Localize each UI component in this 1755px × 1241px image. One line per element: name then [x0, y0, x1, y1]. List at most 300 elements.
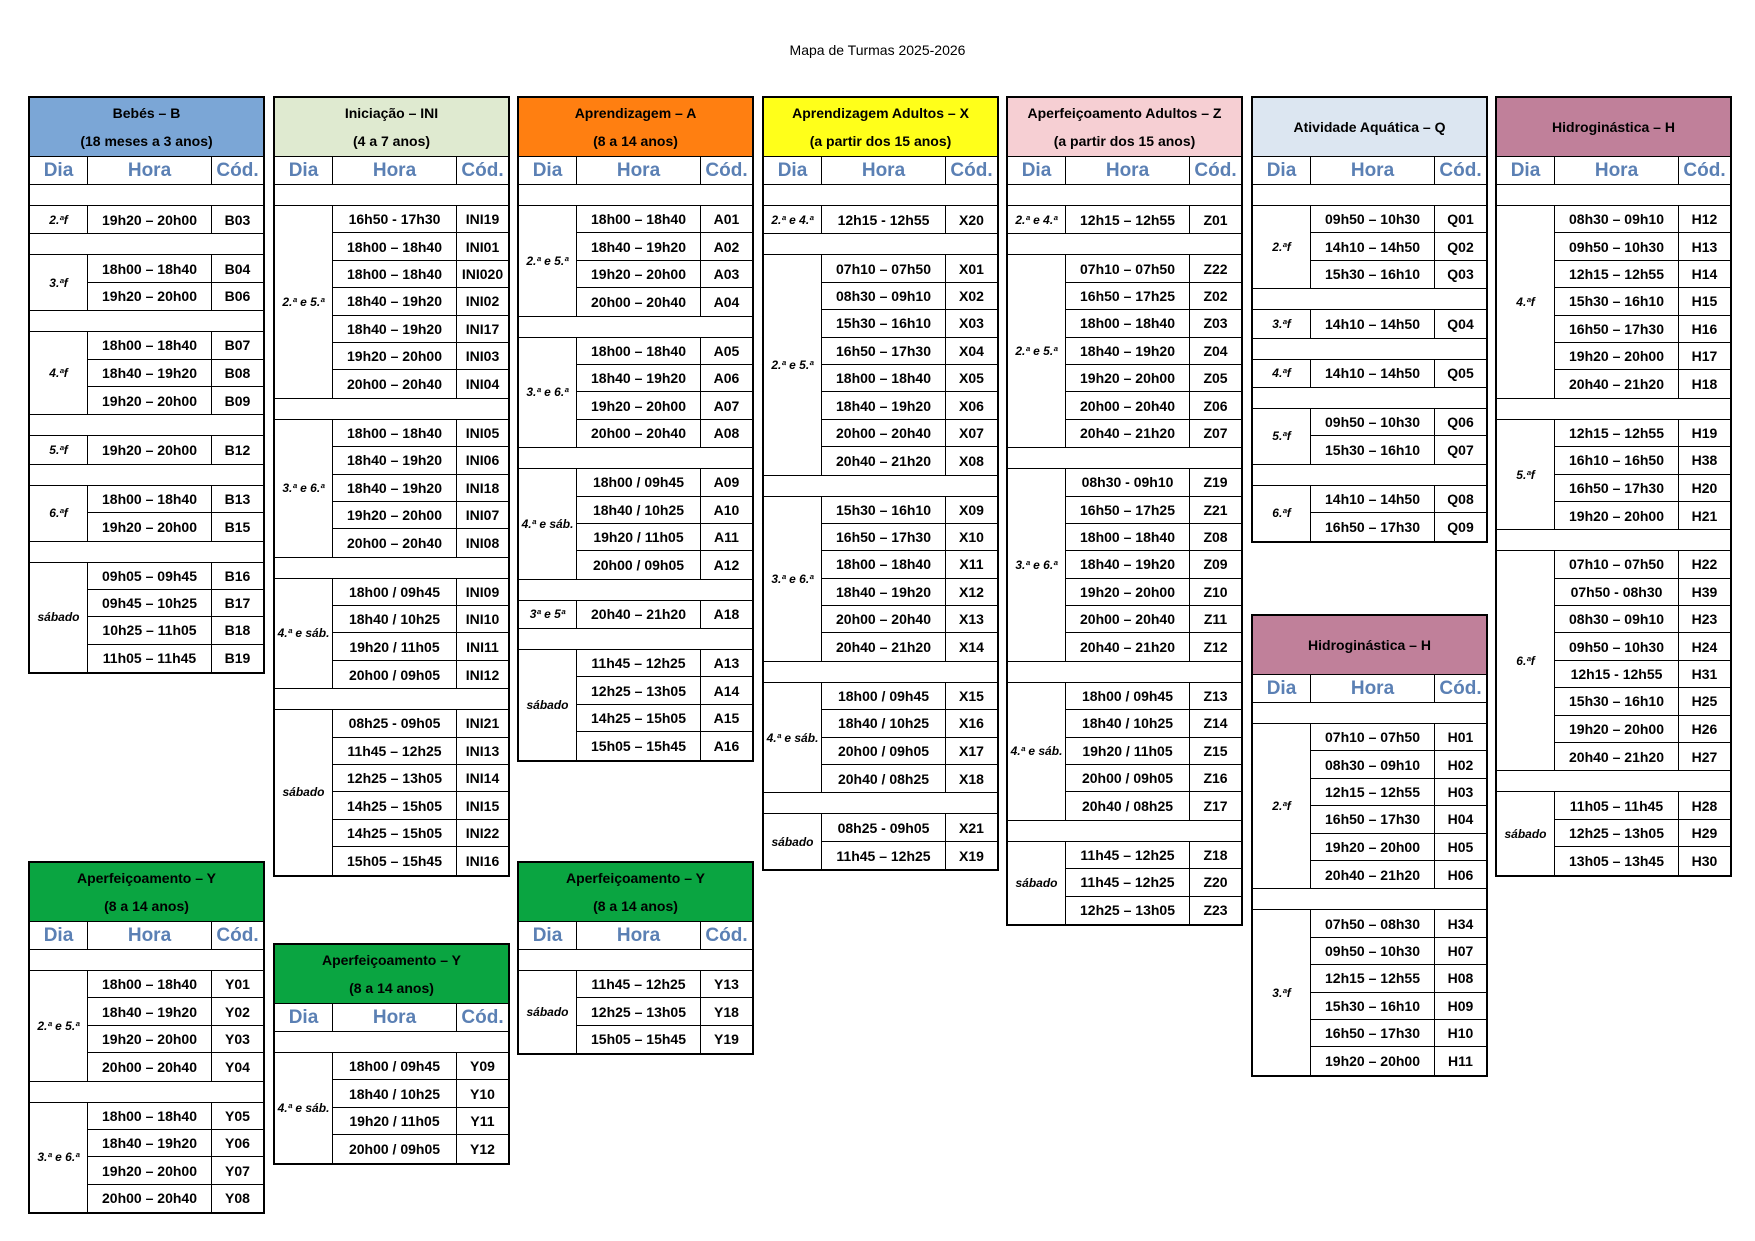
column-header-code: Cód.: [216, 159, 259, 181]
day-label: 5.ªf: [1497, 420, 1555, 530]
column-header-row: [1253, 157, 1486, 185]
table-title: Aprendizagem – A: [574, 105, 697, 121]
class-time: 20h00 – 20h40: [1066, 392, 1190, 418]
class-time: 18h40 – 19h20: [88, 1130, 212, 1156]
class-code: Z21: [1203, 501, 1228, 518]
column-header-day: Dia: [519, 157, 577, 184]
day-label: 3.ª e 6.ª: [275, 420, 333, 557]
class-code: H19: [1691, 424, 1718, 441]
table-row: [88, 563, 263, 590]
table-row: [822, 683, 997, 710]
class-code: Y01: [225, 976, 250, 993]
class-code: X20: [959, 211, 984, 228]
table-header: [1253, 98, 1486, 157]
row-spacer: [1497, 399, 1730, 420]
day-group: [519, 206, 752, 317]
table-aperfeicoamento-2: [273, 943, 510, 1165]
table-row: [1311, 1047, 1486, 1074]
table-row: [333, 420, 508, 447]
table-row: [333, 502, 508, 529]
group-rows: [88, 255, 263, 310]
class-time: 12h25 – 13h05: [1555, 820, 1679, 846]
day-group: [1253, 724, 1486, 889]
table-header: [1253, 616, 1486, 675]
column-header-row: [1008, 157, 1241, 185]
table-row: [1311, 409, 1486, 436]
day-label: 3.ª e 6.ª: [519, 338, 577, 448]
class-time: 09h45 – 10h25: [88, 590, 212, 616]
table-row: [1311, 486, 1486, 513]
class-time: 18h40 – 19h20: [822, 392, 946, 418]
class-code: INI05: [465, 424, 500, 441]
class-time: 18h00 – 18h40: [333, 233, 457, 259]
class-code: Z08: [1203, 529, 1228, 546]
table-row: [822, 255, 997, 282]
table-row: [88, 1130, 263, 1157]
table-row: [577, 601, 752, 628]
class-code: X05: [959, 370, 984, 387]
row-spacer: [1497, 530, 1730, 551]
class-code: B18: [224, 622, 251, 639]
class-code: Y08: [225, 1190, 250, 1207]
class-code: H07: [1447, 942, 1474, 959]
class-code: X09: [959, 501, 984, 518]
column-header-day: Dia: [1008, 157, 1066, 184]
class-time: 20h40 – 21h20: [822, 633, 946, 660]
group-rows: [577, 971, 752, 1053]
day-group: [30, 971, 263, 1082]
table-header: [1497, 98, 1730, 157]
class-code: A07: [713, 397, 740, 414]
class-code: X16: [959, 715, 984, 732]
group-rows: [822, 206, 997, 233]
table-bebes: [28, 96, 265, 674]
table-row: [1066, 683, 1241, 710]
table-row: [577, 524, 752, 551]
row-spacer: [519, 317, 752, 338]
table-row: [577, 206, 752, 233]
class-code: INI14: [465, 770, 500, 787]
table-row: [1555, 370, 1730, 397]
class-time: 19h20 – 20h00: [1555, 716, 1679, 742]
class-code: H34: [1447, 915, 1474, 932]
table-row: [1066, 869, 1241, 896]
class-code: Q05: [1447, 365, 1474, 382]
class-code: H16: [1691, 320, 1718, 337]
column-header-time: Hora: [1555, 157, 1679, 184]
class-code: INI04: [465, 376, 500, 393]
class-code: H03: [1447, 783, 1474, 800]
class-code: INI11: [466, 638, 499, 655]
table-row: [1311, 910, 1486, 937]
class-code: H22: [1691, 556, 1718, 573]
class-time: 20h00 – 20h40: [88, 1053, 212, 1080]
table-row: [333, 579, 508, 606]
class-code: Q06: [1447, 414, 1474, 431]
table-row: [822, 814, 997, 841]
group-rows: [88, 971, 263, 1081]
table-row: [88, 360, 263, 387]
class-time: 19h20 / 11h05: [333, 1108, 457, 1134]
class-time: 20h40 – 21h20: [577, 601, 701, 628]
class-time: 15h30 – 16h10: [822, 310, 946, 336]
class-time: 19h20 – 20h00: [88, 387, 212, 414]
table-row: [1066, 897, 1241, 924]
class-time: 19h20 / 11h05: [1066, 738, 1190, 764]
table-header: [275, 98, 508, 157]
class-code: A08: [713, 425, 740, 442]
group-rows: [1311, 724, 1486, 888]
class-time: 20h40 – 21h20: [1311, 861, 1435, 888]
day-group: [1497, 206, 1730, 399]
group-rows: [577, 650, 752, 760]
class-code: X06: [959, 397, 984, 414]
class-code: A15: [713, 710, 740, 727]
day-label: sábado: [1497, 792, 1555, 874]
class-code: Z17: [1203, 798, 1228, 815]
row-spacer: [1008, 185, 1241, 206]
day-group: [764, 206, 997, 234]
column-header-time: Hora: [1311, 675, 1435, 702]
group-rows: [88, 486, 263, 541]
class-code: A01: [713, 211, 740, 228]
table-row: [1311, 751, 1486, 778]
class-time: 15h05 – 15h45: [577, 1026, 701, 1053]
table-header: [764, 98, 997, 157]
day-label: 4.ªf: [1497, 206, 1555, 398]
group-rows: [577, 338, 752, 448]
table-row: [1555, 288, 1730, 315]
row-spacer: [1253, 339, 1486, 360]
table-row: [333, 370, 508, 397]
day-group: [764, 497, 997, 662]
column-header-code: Cód.: [705, 159, 748, 181]
table-row: [577, 497, 752, 524]
class-time: 12h15 - 12h55: [822, 206, 946, 233]
class-code: Z20: [1203, 874, 1228, 891]
table-row: [822, 579, 997, 606]
day-label: 4.ªf: [1253, 360, 1311, 387]
class-code: INI13: [465, 742, 500, 759]
class-time: 20h00 – 20h40: [822, 420, 946, 446]
day-label: sábado: [764, 814, 822, 869]
day-label: 2.ªf: [1253, 206, 1311, 288]
class-time: 08h30 – 09h10: [1311, 751, 1435, 777]
table-row: [88, 971, 263, 998]
table-row: [1311, 993, 1486, 1020]
column-header-day: Dia: [764, 157, 822, 184]
class-time: 16h50 - 17h30: [333, 206, 457, 232]
group-rows: [1311, 910, 1486, 1074]
table-row: [88, 1053, 263, 1080]
table-row: [1311, 261, 1486, 288]
class-code: X07: [959, 424, 984, 441]
day-group: [1497, 792, 1730, 874]
class-time: 14h10 – 14h50: [1311, 360, 1435, 387]
class-time: 20h40 – 21h20: [822, 447, 946, 474]
day-label: 3.ªf: [1253, 310, 1311, 337]
class-time: 19h20 – 20h00: [1555, 343, 1679, 369]
table-row: [1555, 475, 1730, 502]
table-row: [822, 283, 997, 310]
class-code: X15: [959, 688, 984, 705]
day-label: 4.ª e sáb.: [275, 1053, 333, 1163]
table-row: [822, 551, 997, 578]
day-label: 2.ª e 5.ª: [764, 255, 822, 474]
table-row: [1555, 820, 1730, 847]
group-rows: [822, 255, 997, 474]
class-time: 13h05 – 13h45: [1555, 847, 1679, 874]
table-row: [88, 590, 263, 617]
row-spacer: [1253, 289, 1486, 310]
table-row: [1555, 343, 1730, 370]
class-time: 18h00 / 09h45: [1066, 683, 1190, 709]
table-row: [1555, 716, 1730, 743]
class-time: 18h00 / 09h45: [577, 469, 701, 495]
column-header-row: [519, 157, 752, 185]
class-code: INI19: [465, 211, 500, 228]
day-label: 6.ªf: [1253, 486, 1311, 541]
table-header: [519, 98, 752, 157]
group-rows: [333, 206, 508, 398]
class-time: 12h25 – 13h05: [1066, 897, 1190, 924]
class-code: X11: [959, 556, 984, 573]
class-time: 10h25 – 11h05: [88, 617, 212, 643]
day-group: [1497, 420, 1730, 531]
day-group: [30, 436, 263, 464]
class-code: B07: [224, 337, 251, 354]
day-group: [1008, 206, 1241, 234]
class-code: A03: [713, 265, 740, 282]
class-code: Y09: [470, 1058, 495, 1075]
table-row: [822, 524, 997, 551]
column-header-time: Hora: [88, 157, 212, 184]
group-rows: [333, 420, 508, 557]
class-time: 18h40 / 10h25: [577, 497, 701, 523]
class-time: 19h20 – 20h00: [1311, 1047, 1435, 1074]
class-time: 18h00 / 09h45: [822, 683, 946, 709]
class-time: 14h10 – 14h50: [1311, 310, 1435, 337]
table-row: [1066, 633, 1241, 660]
day-group: [519, 650, 752, 760]
table-iniciacao: [273, 96, 510, 877]
table-row: [822, 633, 997, 660]
class-time: 19h20 – 20h00: [333, 502, 457, 528]
class-time: 18h00 – 18h40: [333, 261, 457, 287]
class-code: Z13: [1203, 688, 1228, 705]
table-row: [1555, 206, 1730, 233]
table-row: [1311, 834, 1486, 861]
table-row: [333, 288, 508, 315]
class-code: X21: [959, 819, 984, 836]
class-time: 08h25 - 09h05: [822, 814, 946, 840]
row-spacer: [1253, 388, 1486, 409]
table-row: [1066, 524, 1241, 551]
class-code: H24: [1691, 638, 1718, 655]
class-time: 16h50 – 17h30: [822, 338, 946, 364]
day-label: sábado: [30, 563, 88, 673]
column-header-row: [764, 157, 997, 185]
class-time: 20h00 – 20h40: [822, 606, 946, 632]
day-group: [1253, 360, 1486, 388]
class-time: 19h20 – 20h00: [88, 283, 212, 310]
table-row: [577, 971, 752, 998]
class-time: 12h15 – 12h55: [1066, 206, 1190, 233]
day-group: [30, 206, 263, 234]
table-row: [577, 233, 752, 260]
class-time: 18h00 – 18h40: [88, 1103, 212, 1129]
class-time: 20h00 / 09h05: [1066, 765, 1190, 791]
class-time: 18h40 – 19h20: [577, 365, 701, 391]
class-code: H27: [1691, 748, 1718, 765]
table-row: [577, 261, 752, 288]
class-time: 18h00 / 09h45: [333, 1053, 457, 1079]
table-aprendizagem: [517, 96, 754, 762]
day-group: [275, 420, 508, 558]
group-rows: [577, 601, 752, 628]
row-spacer: [1253, 703, 1486, 724]
table-header: [1008, 98, 1241, 157]
class-code: INI01: [465, 238, 500, 255]
table-row: [333, 447, 508, 474]
class-time: 20h00 / 09h05: [577, 551, 701, 578]
table-row: [822, 338, 997, 365]
class-code: Z23: [1203, 902, 1228, 919]
class-time: 11h45 – 12h25: [577, 971, 701, 997]
page-title: Mapa de Turmas 2025-2026: [789, 42, 966, 58]
day-group: [1008, 842, 1241, 924]
day-group: [1253, 310, 1486, 338]
table-row: [88, 1103, 263, 1130]
group-rows: [1311, 486, 1486, 541]
class-time: 12h15 – 12h55: [1311, 779, 1435, 805]
table-row: [1066, 551, 1241, 578]
table-row: [333, 1080, 508, 1107]
table-row: [333, 316, 508, 343]
class-code: Y03: [225, 1030, 250, 1047]
table-row: [1066, 365, 1241, 392]
row-spacer: [30, 465, 263, 486]
class-code: H38: [1691, 452, 1718, 469]
table-row: [822, 392, 997, 419]
row-spacer: [764, 185, 997, 206]
row-spacer: [1253, 465, 1486, 486]
table-row: [1066, 765, 1241, 792]
class-code: Y12: [470, 1140, 495, 1157]
class-code: X19: [959, 847, 984, 864]
table-row: [577, 420, 752, 447]
class-time: 19h20 – 20h00: [1311, 834, 1435, 860]
day-group: [1253, 409, 1486, 465]
table-row: [333, 475, 508, 502]
class-time: 15h30 – 16h10: [1311, 436, 1435, 463]
class-code: Z05: [1203, 370, 1228, 387]
class-time: 16h50 – 17h30: [1311, 1020, 1435, 1046]
class-code: Z06: [1203, 397, 1228, 414]
class-code: Y06: [225, 1135, 250, 1152]
row-spacer: [764, 234, 997, 255]
group-rows: [1066, 683, 1241, 820]
class-time: 19h20 – 20h00: [88, 1026, 212, 1052]
table-row: [1066, 338, 1241, 365]
class-time: 16h50 – 17h25: [1066, 497, 1190, 523]
table-row: [1066, 283, 1241, 310]
class-code: A12: [713, 556, 740, 573]
class-code: Y05: [225, 1107, 250, 1124]
row-spacer: [30, 185, 263, 206]
table-row: [1555, 688, 1730, 715]
group-rows: [333, 710, 508, 874]
class-code: X01: [959, 260, 984, 277]
class-time: 09h05 – 09h45: [88, 563, 212, 589]
day-group: [764, 683, 997, 794]
class-time: 07h10 – 07h50: [1066, 255, 1190, 281]
class-code: Y19: [714, 1031, 739, 1048]
class-time: 18h40 – 19h20: [577, 233, 701, 259]
table-aperfeicoamento-adultos: [1006, 96, 1243, 926]
row-spacer: [30, 234, 263, 255]
row-spacer: [275, 185, 508, 206]
table-row: [1066, 606, 1241, 633]
table-row: [333, 765, 508, 792]
table-row: [1066, 206, 1241, 233]
table-row: [1555, 847, 1730, 874]
column-header-time: Hora: [88, 922, 212, 949]
column-header-row: [1497, 157, 1730, 185]
table-row: [333, 847, 508, 874]
class-time: 09h50 – 10h30: [1555, 633, 1679, 659]
table-row: [333, 710, 508, 737]
column-header-day: Dia: [1497, 157, 1555, 184]
table-row: [1311, 436, 1486, 463]
column-header-code: Cód.: [950, 159, 993, 181]
class-code: H25: [1691, 693, 1718, 710]
class-code: X08: [959, 452, 984, 469]
class-code: B08: [224, 364, 251, 381]
day-label: 2.ªf: [30, 206, 88, 233]
day-group: [519, 971, 752, 1053]
class-code: H15: [1691, 293, 1718, 310]
table-row: [577, 705, 752, 732]
class-time: 20h00 – 20h40: [577, 288, 701, 315]
group-rows: [88, 563, 263, 673]
row-spacer: [519, 629, 752, 650]
table-row: [333, 233, 508, 260]
class-time: 11h05 – 11h45: [1555, 792, 1679, 818]
class-time: 20h00 – 20h40: [1066, 606, 1190, 632]
day-label: 2.ª e 5.ª: [30, 971, 88, 1081]
table-row: [1066, 579, 1241, 606]
table-title: Aprendizagem Adultos – X: [792, 105, 969, 121]
class-time: 19h20 – 20h00: [88, 436, 212, 463]
table-row: [1066, 420, 1241, 447]
column-header-time: Hora: [333, 157, 457, 184]
row-spacer: [519, 950, 752, 971]
table-title: Aperfeiçoamento – Y: [565, 870, 705, 886]
class-time: 12h15 – 12h55: [1311, 965, 1435, 991]
class-time: 14h10 – 14h50: [1311, 233, 1435, 259]
class-time: 18h40 – 19h20: [1066, 338, 1190, 364]
table-row: [1555, 502, 1730, 529]
table-row: [1555, 661, 1730, 688]
table-row: [88, 283, 263, 310]
class-code: INI12: [465, 666, 500, 683]
day-group: [30, 332, 263, 415]
class-code: A02: [713, 238, 740, 255]
table-row: [333, 661, 508, 688]
class-code: H30: [1691, 852, 1718, 869]
class-time: 08h25 - 09h05: [333, 710, 457, 736]
